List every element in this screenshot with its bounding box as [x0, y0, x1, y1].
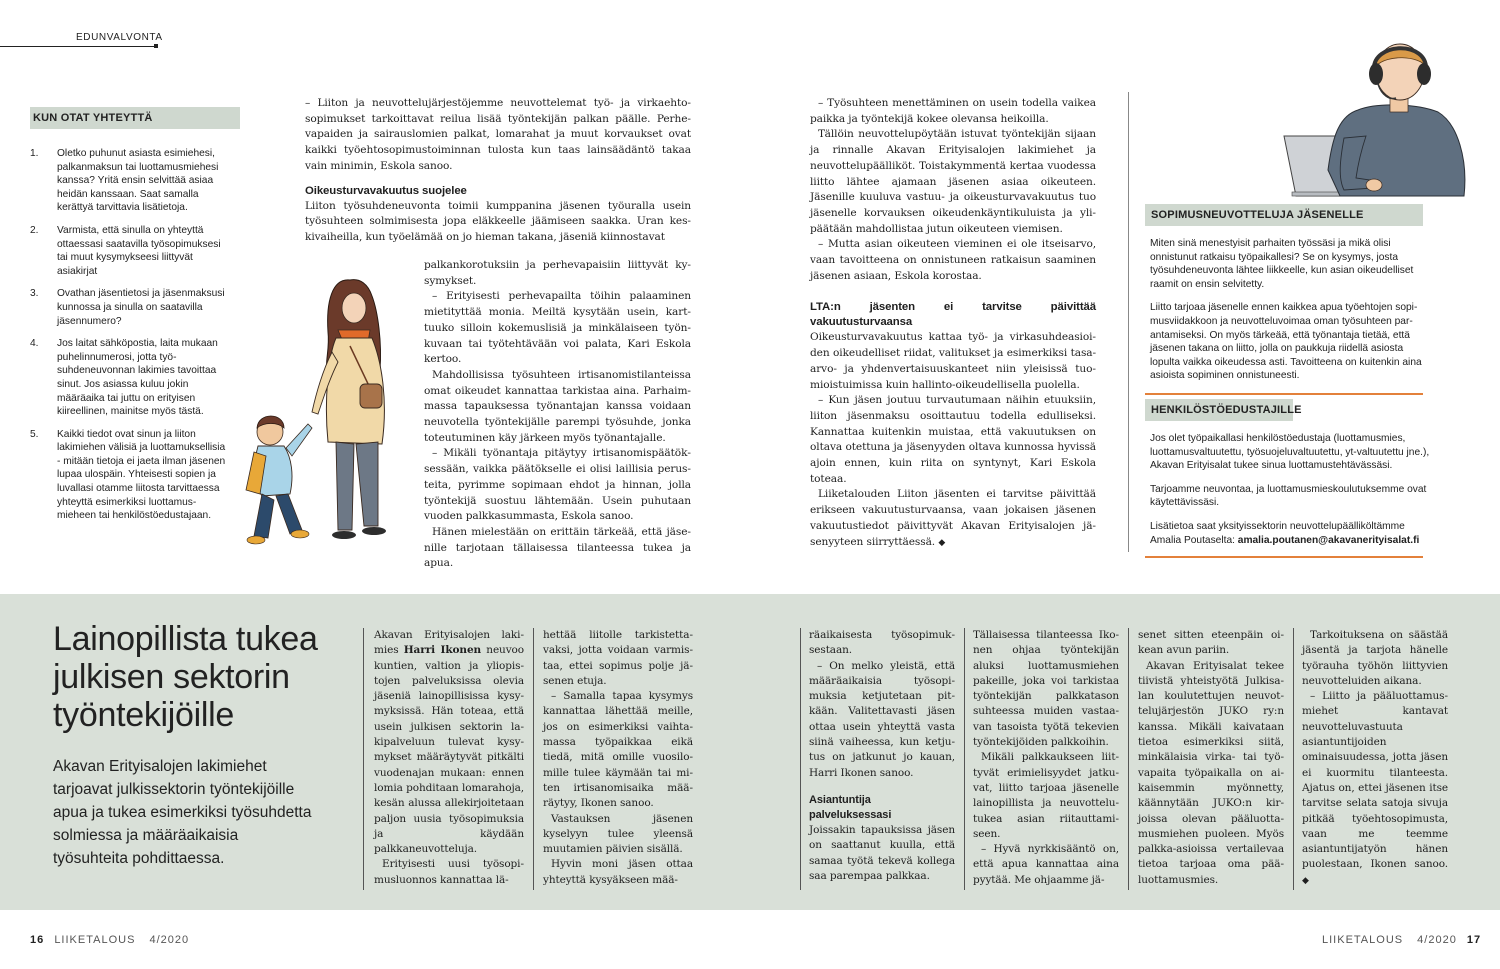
contact-step	[30, 428, 230, 523]
paragraph: Liitto tarjoaa jäsenelle ennen kaikkea apua työehtojen sopimusviidakkoon ja neuvotteluvoimaa oman työsuhteen parantamiseksi. On myös tärkeää, että työnantaja tietää, että jäsenen takana on liitto, jolla on paukkuja riidellä asiosta lopulta vaikka oikeudessa asti. Tavoitteena on kuitenkin aina asioista sopiminen onnistuneesti.	[1150, 302, 1422, 382]
footer-left	[30, 934, 189, 946]
article-column-1	[305, 96, 691, 246]
paragraph-text: Liiketalouden Liiton jäsenten ei tarvitse päivittää erikseen vakuutusturvaansa, vaan jokaisen jäsenen vakuutustiedot päivittyvät Akavan Erityisalojen jäsenyyteen siirryttäessä.	[810, 488, 1096, 548]
paragraph: palkankorotuksiin ja perhevapaisiin liittyvät kysymykset.	[424, 259, 691, 287]
paragraph: Erityisesti uusi työsopimusluonnos kannattaa lä-	[374, 858, 524, 886]
paragraph: Miten sinä menestyisit parhaiten työssäsi ja mikä olisi onnistunut ratkaisu työpaikallesi? Se on kysymys, josta työsuhdeneuvonta lähtee liikkeelle, kun asian oikeudelliset raamit on ensin selvitetty.	[1150, 238, 1414, 290]
feature-column-4	[973, 628, 1119, 888]
paragraph-text: Akavan Erityisalojen lakimies	[374, 629, 524, 657]
feature-column-3	[809, 628, 955, 884]
paragraph: Tällöin neuvottelupöytään istuvat työntekijän sijaan ja rinnalle Akavan Erityisalojen lakimiehet ja neuvottelupäälliköt. Toistakymmentä kertaa vuodessa liitto lähtee ajamaan jäsenen asiaa oikeuteen. Jäsenille kuuluva vastuu- ja oikeusturvavakuutus tuo jäsenelle korvauksen oikeudenkäyntikuluista ja ylipäätään mahdollistaa jutun oikeuteen viemisen.	[810, 128, 1096, 235]
paragraph	[1150, 520, 1433, 547]
paragraph: – Liiton ja neuvottelujärjestöjemme neuvottelemat työ- ja virkaehtosopimukset tarkoittavat reilua lisää työntekijän palkan päälle. Perhevapaiden ja sairauslomien palkat, lomarahat ja muut korvaukset ovat kaikki työehtosopimustoiminnan tulosta kun taas lainsäädäntö takaa vain minimin, Eskola sanoo.	[305, 97, 691, 172]
paragraph: Tarkoituksena on säästää jäsentä ja tarjota hänelle työrauha työhön liittyvien neuvotteluiden aikana.	[1302, 629, 1448, 687]
contact-step	[30, 287, 230, 328]
paragraph: hettää liitolle tarkistettavaksi, jotta voidaan varmistaa, ettei sopimus polje jäsenen etuja.	[543, 629, 693, 687]
paragraph: – Kun jäsen joutuu turvautumaan näihin etuuksiin, liiton jäsenmaksu osoittautuu todella edulliseksi. Kannattaa kuitenkin muistaa, että vakuutuksen on oltava otettuna ja jäsenyyden oltava kunnossa hyvissä ajoin ennen, kuin riita on syntynyt, Kari Eskola toteaa.	[810, 394, 1096, 485]
paragraph: Liiton työsuhdeneuvonta toimii kumppanina jäsenen työuralla usein työsuhteen solmimisesta jopa eläkkeelle jäämiseen saakka. Uran keskivaiheilla, kun työelämää on jo hieman takana, jäseniä kiinnostavat	[305, 199, 691, 243]
paragraph: – Työsuhteen menettäminen on usein todella vaikea paikka ja työntekijä kokee olevansa heikoilla.	[810, 97, 1096, 125]
step-text: Kaikki tiedot ovat sinun ja liiton lakimiehen välisiä ja luottamuksellisia - mitään tietoja ei jaeta ilman jäsenen lupaa ulospäin. Yhteisesti sopien ja luvallasi otamme liitosta tarvittaessa yhteyttä esimerkiksi luottamusmieheen tai henkilöstöedustajaan.	[57, 428, 226, 522]
paragraph	[810, 487, 1096, 551]
column-divider	[533, 628, 534, 890]
contact-step	[30, 337, 230, 419]
paragraph: senet sitten eteenpäin oikean avun pariin.	[1138, 629, 1284, 657]
person-name: Harri Ikonen	[403, 644, 482, 657]
contact-box	[30, 107, 240, 532]
feature-column-1	[374, 628, 524, 888]
column-divider	[1128, 628, 1129, 890]
magazine-name: LIIKETALOUS	[1322, 934, 1404, 946]
paragraph: – On melko yleistä, että määräaikaisia työsopimuksia ketjutetaan pitkään. Valitettavasti jäsen ottaa usein yhteyttä vasta siinä vaiheessa, kun ketjutus on jatkunut jo kauan, Harri Ikonen sanoo.	[809, 659, 955, 779]
step-number: 2.	[30, 224, 39, 236]
step-text: Jos laitat sähköpostia, laita mukaan puhelinnumerosi, jotta työsuhdeneuvonnan lakimies tavoittaa sinut. Jos asiassa kuluu jokin määräaika tai juttu on erityisen kiireellinen, mainitse myös tästä.	[57, 338, 218, 418]
orange-divider	[1145, 393, 1423, 395]
contact-step	[30, 147, 230, 215]
subheading: LTA:n jäsenten ei tarvitse päivittää vakuutusturvaansa	[810, 301, 1096, 329]
representatives-box	[1145, 399, 1430, 558]
paragraph	[1302, 689, 1448, 889]
column-divider	[1128, 92, 1129, 552]
representatives-box-title: HENKILÖSTÖEDUSTAJILLE	[1145, 399, 1293, 421]
negotiation-box	[1145, 204, 1423, 395]
contact-box-title: KUN OTAT YHTEYTTÄ	[30, 107, 240, 129]
column-divider	[964, 628, 965, 890]
paragraph: Hyvin moni jäsen ottaa yhteyttä kysyäkseen mää-	[543, 858, 693, 886]
contact-steps-list	[30, 147, 230, 523]
step-text: Ovathan jäsentietosi ja jäsenmaksusi kunnossa ja sinulla on saatavilla jäsennumero?	[57, 288, 225, 327]
step-text: Varmista, että sinulla on yhteyttä ottaessasi saatavilla työsopimuksesi tai muut kysymykseesi liittyvät asiakirjat	[57, 224, 221, 277]
paragraph: – Mikäli työnantaja pitäytyy irtisanomispäätöksessään, vaikka päätökselle ei olisi laillisia perusteita, pyrimme sopimaan ehdot ja hinnan, jolla työntekijä suostuu lähtemään. Usein puhutaan vuoden palkkasummasta, Eskola sanoo.	[424, 447, 691, 523]
article-column-2	[810, 96, 1096, 551]
feature-column-5	[1138, 628, 1284, 888]
step-number: 5.	[30, 428, 39, 440]
paragraph: Tarjoamme neuvontaa, ja luottamusmieskoulutuksemme ovat käytettävissäsi.	[1150, 483, 1427, 509]
section-header	[0, 30, 163, 50]
paragraph: Vastauksen jäsenen kyselyyn tulee yleensä muutamien päivien sisällä.	[543, 812, 693, 856]
negotiation-box-body	[1145, 226, 1437, 383]
column-divider	[1293, 628, 1294, 890]
article-column-1-wrapped	[424, 258, 691, 572]
subheading: Asiantuntija palveluksessasi	[809, 793, 892, 821]
header-square	[154, 44, 158, 48]
paragraph: Akavan Erityisalat tekee tiivistä yhteistyötä Julkisalan koulutettujen neuvottelujärjestön JUKO ry:n kanssa. Mikäli kaivataan tietoa esimerkiksi siitä, minkälaisia virka- tai työvapaita työpaikalla on aikaisemmin myönnetty, käännytään JUKO:n kirjoissa olevan pääluottamusmiehen puoleen. Myös palkka-asioissa vertailevaa tietoa tarjoaa oma pääluottamusmies.	[1138, 659, 1284, 886]
footer-right	[1322, 934, 1481, 946]
step-number: 4.	[30, 338, 39, 350]
issue-number: 4/2020	[1417, 934, 1457, 946]
paragraph: Joissakin tapauksissa jäsen on saattanut kuulla, että samaa työtä tekevä kollega saa parempaa palkkaa.	[809, 823, 955, 882]
paragraph: Jos olet työpaikallasi henkilöstöedustaja (luottamusmies, luottamusvaltuutettu, työsuojeluvaltuutettu, yt-valtuutettu jne.), Akavan Erityisalat tukee sinua luottamustehtävässäsi.	[1150, 433, 1430, 472]
column-divider	[363, 628, 364, 890]
feature-headline: Lainopillista tukea julkisen sektorin työntekijöille	[53, 620, 318, 734]
paragraph: Oikeusturvavakuutus kattaa työ- ja virkasuhdeasioiden oikeudelliset riidat, valitukset ja esimerkiksi tasa-arvo- ja yhdenvertaisuuskanteet niin yleisissä tuomioistuimissa kuin hallinto-oikeudellisella puolella.	[810, 331, 1096, 391]
paragraph-text: neuvoo kuntien, valtion ja yliopistojen palveluksissa olevia jäseniä lainopillisissa kysymyksissä. Hän toteaa, että usein julkisen sektorin lakipalveluun tulevat kysymykset määräytyvät pitkälti vuodenajan mukaan: ennen lomia pohditaan lomarahoja, kesän alussa allekirjoitetaan paljon uusia työsopimuksia ja käydään palkkaneuvotteluja.	[374, 644, 524, 856]
paragraph: – Mutta asian oikeuteen vieminen ei ole itseisarvo, vaan tavoitteena on onnistuneen ratkaisun saaminen jäsenen asiaan, Eskola korostaa.	[810, 238, 1096, 282]
end-mark: ◆	[938, 537, 946, 548]
subheading: Oikeusturvavakuutus suojelee	[305, 184, 467, 197]
section-label: EDUNVALVONTA	[76, 32, 163, 43]
mother-and-child-illustration	[232, 272, 422, 572]
step-text: Oletko puhunut asiasta esimiehesi, palkanmaksun tai luottamusmiehesi kanssa? Yritä ensin selvittää asiaa heidän kanssaan. Saat samalla kerättyä tarvittavia lisätietoja.	[57, 148, 219, 214]
paragraph: – Hyvä nyrkkisääntö on, että apua kannattaa aina pyytää. Me ohjaamme jä-	[973, 843, 1119, 886]
page-number: 17	[1466, 934, 1482, 946]
negotiation-box-title: SOPIMUSNEUVOTTELUJA JÄSENELLE	[1145, 204, 1423, 226]
feature-column-6	[1302, 628, 1448, 889]
contact-step	[30, 224, 230, 278]
paragraph: Mikäli palkkaukseen liittyvät erimielisyydet jatkuvat, liitto tarjoaa jäsenelle lainopillista ja neuvottelutukea asian riitauttamiseen.	[973, 751, 1119, 840]
representatives-box-body	[1145, 421, 1437, 547]
paragraph: räaikaisesta työsopimuksestaan.	[809, 629, 955, 657]
feature-column-2	[543, 628, 693, 888]
magazine-name: LIIKETALOUS	[54, 934, 136, 946]
issue-number: 4/2020	[149, 934, 190, 946]
paragraph-text: Lisätietoa saat yksityissektorin neuvottelupäälliköltämme Amalia Poutaselta:	[1150, 520, 1405, 546]
orange-divider	[1145, 556, 1423, 558]
paragraph: Hänen mielestään on erittäin tärkeää, että jäsenille tarjotaan tällaisessa tilanteessa tukea ja apua.	[424, 525, 691, 570]
contact-email[interactable]: amalia.poutanen@akavanerityisalat.fi	[1237, 534, 1420, 546]
feature-lead: Akavan Erityisalojen lakimiehet tarjoavat julkissektorin työntekijöille apua ja tukea esimerkiksi työsuhdetta solmiessa ja määräaikaisia työsuhteita pohdittaessa.	[53, 758, 312, 867]
man-with-headset-illustration	[1278, 40, 1478, 200]
paragraph	[374, 628, 524, 857]
paragraph: – Samalla tapaa kysymys kannattaa lähettää meille, jos on esimerkiksi vaihtamassa työpaikkaa eikä tiedä, mitä omille vuosilomille tulee käymään tai miten irtisanomisaika määräytyy, Ikonen sanoo.	[543, 690, 693, 810]
step-number: 3.	[30, 288, 39, 300]
paragraph: – Erityisesti perhevapailta töihin palaaminen mietityttää monia. Meiltä kysytään usein, karttuuko silloin kokemuslisiä ja minkälaiseen työnkuvaan tai työtehtävään voi palata, Kari Eskola kertoo.	[424, 290, 691, 366]
end-mark: ◆	[1302, 875, 1309, 886]
column-divider	[800, 628, 801, 890]
page-number: 16	[30, 934, 45, 946]
paragraph: Mahdollisissa työsuhteen irtisanomistilanteissa omat oikeudet kannattaa tarkistaa aina. Parhaimmassa tapauksessa työnantajan kanssa voidaan neuvotella työntekijälle parempi työsuhde, jonka toteutuminen käy järkeen myös työnantajalle.	[424, 368, 691, 444]
step-number: 1.	[30, 148, 39, 159]
paragraph: Tällaisessa tilanteessa Ikonen ohjaa työntekijän aluksi luottamusmiehen pakeille, joka voi tarkistaa työntekijän palkkatason suhteessa muiden vastaavan tasoista työtä tekevien työntekijöiden palkkoihin.	[973, 629, 1119, 749]
paragraph-text: – Liitto ja pääluottamusmiehet kantavat neuvotteluvastuuta asiantuntijoiden ominaisuudessa, jotta jäsen ei kuormitu tilanteesta. Ajatus on, ettei jäsenen itse tarvitse selata satoja sivuja pitkää työehtosopimusta, vaan me teemme asiantuntijatyön hänen puolestaan, Ikonen sanoo.	[1302, 690, 1448, 871]
